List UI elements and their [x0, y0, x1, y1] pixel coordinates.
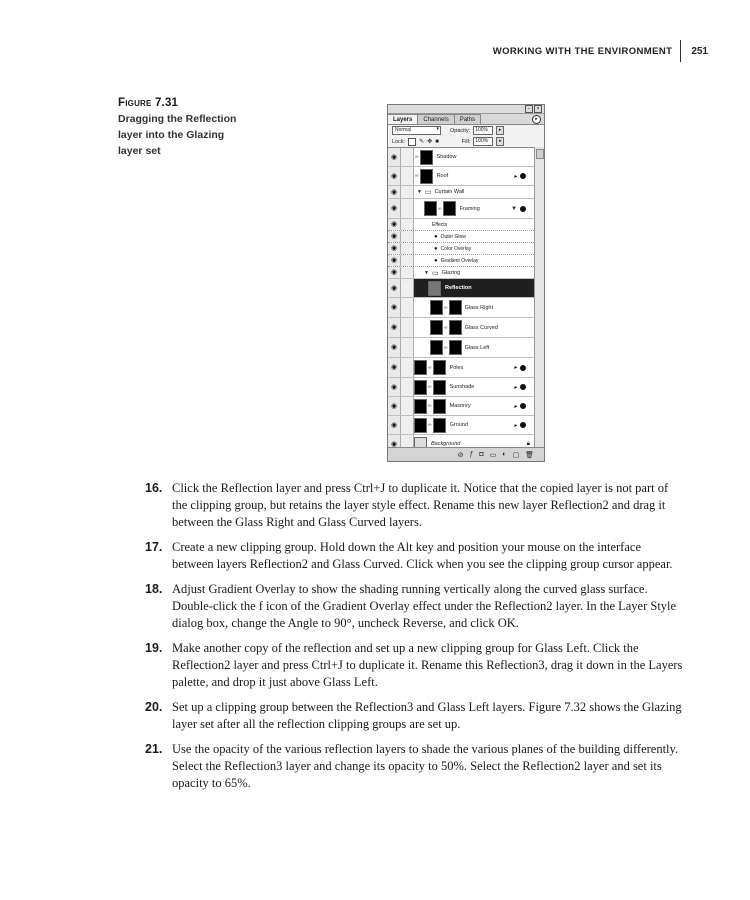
fill-arrow-icon[interactable]: ▸ [496, 137, 504, 146]
brush-icon: ✎ [401, 279, 414, 297]
layer-mask-thumbnail [433, 418, 446, 433]
step-text: Use the opacity of the various reflection layers to shade the various planes of the building differently. Select the Reflection3 layer and change its opacity to 50%. Select the Reflection2 layer and set its opacity to 65%. [172, 742, 679, 790]
close-icon[interactable]: × [534, 105, 542, 113]
blend-row [388, 125, 544, 136]
layer-name: Glass Left [464, 344, 490, 351]
chain-icon: ∞ [415, 154, 419, 160]
eye-icon[interactable]: ◉ [390, 440, 398, 448]
eye-icon[interactable]: ◉ [390, 257, 398, 264]
chain-icon: ∞ [428, 403, 432, 409]
layer-row-glass-curved[interactable] [388, 318, 536, 338]
eye-icon[interactable]: ◉ [390, 245, 398, 252]
layer-thumbnail [420, 169, 433, 184]
layer-mask-thumbnail [433, 399, 446, 414]
layer-thumbnail [420, 150, 433, 165]
lock-icon: 🔒︎ [526, 440, 530, 447]
layer-name: Poles [449, 364, 464, 371]
fx-expand-icon[interactable]: ▸ [513, 422, 517, 429]
new-layer-icon[interactable]: ▢ [512, 451, 520, 459]
layer-set-glazing[interactable] [388, 267, 536, 279]
layer-thumbnail [414, 360, 427, 375]
layer-name: Glazing [441, 269, 461, 276]
eye-icon[interactable]: ◉ [390, 344, 398, 351]
fx-expand-icon[interactable]: ▸ [513, 173, 517, 180]
eye-icon[interactable]: ◉ [390, 172, 398, 180]
layer-name: Reflection [445, 285, 472, 291]
layer-name: Masonry [449, 403, 471, 409]
palette-scrollbar[interactable] [534, 147, 544, 447]
tab-layers[interactable]: Layers [387, 114, 418, 124]
fx-expand-icon[interactable]: ▼ [511, 205, 517, 212]
layer-row-glass-left[interactable] [388, 338, 536, 358]
layer-row-framing[interactable] [388, 199, 536, 219]
step-item [145, 741, 685, 792]
effect-icon: ● [434, 245, 438, 252]
chain-icon: ∞ [444, 304, 448, 311]
layer-name: Roof [436, 173, 449, 179]
layer-thumbnail [428, 281, 441, 296]
eye-icon[interactable]: ◉ [390, 364, 398, 371]
step-item [145, 581, 685, 632]
layer-style-icon[interactable] [520, 403, 526, 409]
layer-set-curtain-wall[interactable] [388, 186, 536, 199]
running-head [493, 40, 708, 62]
eye-icon[interactable]: ◉ [390, 421, 398, 429]
drag-cursor-icon: ✋︎ [481, 252, 487, 263]
fx-expand-icon[interactable]: ▸ [513, 403, 517, 410]
eye-icon[interactable]: ◉ [390, 233, 398, 240]
chain-icon: ∞ [444, 344, 448, 351]
fill-label: Fill: [461, 138, 471, 145]
running-head-divider [680, 40, 681, 62]
effect-name: Gradient Overlay [440, 257, 479, 264]
figure-label: Figure 7.31 [118, 97, 179, 109]
fx-expand-icon[interactable]: ▸ [513, 384, 517, 391]
layer-row-shadow[interactable] [388, 148, 536, 167]
opacity-arrow-icon[interactable]: ▸ [496, 126, 504, 135]
effect-row-outer-glow[interactable] [388, 231, 536, 243]
lock-transparency-icon[interactable] [408, 138, 416, 146]
palette-title-bar [388, 105, 544, 114]
chain-icon: ∞ [428, 422, 432, 428]
layer-style-icon[interactable] [520, 422, 526, 428]
fill-input[interactable]: 100% [473, 137, 493, 146]
folder-icon: ▭ [431, 269, 439, 277]
layer-row-sunshade[interactable] [388, 378, 536, 397]
step-number: 20. [145, 700, 163, 714]
fx-expand-icon[interactable]: ▸ [513, 365, 517, 371]
eye-icon[interactable]: ◉ [390, 284, 398, 292]
layer-thumbnail [430, 340, 443, 355]
lock-move-icon[interactable]: ✥ [427, 139, 433, 145]
effect-row-color-overlay[interactable] [388, 243, 536, 255]
step-text: Set up a clipping group between the Reflection3 and Glass Left layers. Figure 7.32 shows the Glazing layer set after all the reflection clipping groups are set up. [172, 700, 682, 731]
chain-icon: ∞ [428, 364, 432, 371]
effect-icon: ● [434, 233, 438, 240]
opacity-label: Opacity: [450, 127, 471, 134]
layer-name: Framing [459, 205, 480, 212]
layers-palette [387, 104, 545, 462]
layer-thumbnail [414, 380, 427, 395]
effect-name: Color Overlay [440, 245, 472, 252]
step-item [145, 539, 685, 573]
eye-icon[interactable]: ◉ [390, 205, 398, 212]
blend-mode-select[interactable]: Normal ▾ [392, 126, 441, 135]
layer-style-icon[interactable] [520, 206, 526, 212]
eye-icon[interactable]: ◉ [390, 402, 398, 410]
running-head-title: WORKING WITH THE ENVIRONMENT [492, 45, 673, 57]
layer-name: Ground [449, 422, 468, 428]
chain-icon: ∞ [415, 173, 419, 179]
lock-all-icon[interactable]: ■ [435, 138, 439, 145]
trash-icon[interactable]: 🗑︎ [525, 451, 534, 459]
effect-row-gradient-overlay[interactable] [388, 255, 536, 267]
lock-brush-icon[interactable]: ✎ [419, 139, 425, 145]
lock-row [388, 136, 544, 147]
step-item [145, 480, 685, 531]
layer-thumbnail [430, 320, 443, 335]
layer-mask-thumbnail [449, 340, 462, 355]
tab-channels[interactable]: Channels [417, 114, 454, 124]
eye-icon[interactable]: ◉ [390, 221, 398, 228]
chain-icon: ∞ [438, 205, 442, 212]
step-number: 17. [145, 540, 163, 554]
new-set-icon[interactable]: ▭ [489, 451, 497, 459]
page-number: 251 [691, 45, 708, 57]
expand-triangle-icon[interactable]: ▼ [417, 189, 422, 195]
effect-icon: ● [434, 257, 438, 264]
add-mask-icon[interactable]: ◘ [479, 451, 484, 458]
adjustment-layer-icon[interactable]: ◐ [502, 451, 507, 458]
tab-paths[interactable]: Paths [454, 114, 481, 124]
folder-icon: ▭ [424, 189, 432, 196]
layer-name: Glass Curved [464, 324, 498, 331]
layer-mask-thumbnail [433, 360, 446, 375]
expand-triangle-icon[interactable]: ▼ [424, 269, 429, 276]
layer-mask-thumbnail [433, 380, 446, 395]
layer-name: Shadow [436, 154, 457, 160]
layer-row-masonry[interactable] [388, 397, 536, 416]
layer-name: Background [431, 441, 461, 447]
link-layers-icon[interactable]: ⊘ [457, 451, 464, 459]
layer-list [388, 147, 536, 448]
layer-row-roof[interactable] [388, 167, 536, 186]
steps-list [145, 480, 685, 800]
figure-caption [118, 97, 243, 159]
step-text: Make another copy of the reflection and set up a new clipping group for Glass Left. Click the Reflection2 layer and press Ctrl+J to duplicate it. Rename this Reflection3, drag it down in the Layers palette, and drop it just above Glass Left. [172, 641, 683, 689]
layer-thumbnail [414, 418, 427, 433]
eye-icon[interactable]: ◉ [390, 188, 398, 196]
add-style-icon[interactable]: ƒ [469, 451, 474, 458]
step-text: Click the Reflection layer and press Ctrl+J to duplicate it. Notice that the copied layer is not part of the clipping group, but retains the layer style effect. Rename this new layer Reflection2 and drag it between the Glass Right and Glass Curved layers. [172, 481, 669, 529]
step-number: 21. [145, 742, 163, 756]
eye-icon[interactable]: ◉ [390, 304, 398, 311]
layer-name: Sunshade [449, 384, 475, 390]
chain-icon: ∞ [428, 384, 432, 390]
layer-thumbnail [430, 300, 443, 315]
minimize-icon[interactable]: – [525, 105, 533, 113]
layer-row-poles[interactable] [388, 358, 536, 378]
effects-label: Effects [432, 221, 448, 228]
layer-thumbnail [424, 201, 437, 216]
layer-name: Curtain Wall [434, 189, 465, 195]
step-number: 16. [145, 481, 163, 495]
step-number: 18. [145, 582, 163, 596]
eye-icon[interactable]: ◉ [390, 153, 398, 161]
step-number: 19. [145, 641, 163, 655]
step-text: Adjust Gradient Overlay to show the shading running vertically along the curved glass surface. Double-click the f icon of the Gradient Overlay effect under the Reflection2 layer. In the Layer Style dialog box, change the Angle to 90°, uncheck Reverse, and click OK. [172, 582, 677, 630]
eye-icon[interactable]: ◉ [390, 324, 398, 331]
layer-name: Glass Right [464, 304, 494, 311]
layer-mask-thumbnail [449, 300, 462, 315]
layer-thumbnail [414, 399, 427, 414]
layer-row-glass-right[interactable] [388, 298, 536, 318]
step-text: Create a new clipping group. Hold down the Alt key and position your mouse on the interface between layers Reflection2 and Glass Curved. Click when you see the clipping group cursor appear. [172, 540, 673, 571]
eye-icon[interactable]: ◉ [390, 383, 398, 391]
layer-row-ground[interactable] [388, 416, 536, 435]
opacity-input[interactable]: 100% [473, 126, 493, 135]
effects-header-row [388, 219, 536, 231]
step-item [145, 699, 685, 733]
effect-name: Outer Glow [440, 233, 466, 240]
layer-mask-thumbnail [443, 201, 456, 216]
palette-tabs [388, 114, 544, 125]
palette-menu-icon[interactable]: ▸ [532, 115, 541, 124]
palette-bottom-bar [388, 447, 544, 461]
eye-icon[interactable]: ◉ [390, 269, 398, 276]
chain-icon: ∞ [444, 324, 448, 331]
layer-style-icon[interactable] [520, 384, 526, 390]
figure-caption-text: Dragging the Reflection layer into the Glazing layer set [118, 113, 237, 157]
lock-label: Lock: [392, 138, 406, 145]
layer-mask-thumbnail [449, 320, 462, 335]
layer-style-icon[interactable] [520, 365, 526, 371]
scroll-thumb[interactable] [536, 149, 544, 159]
layer-row-reflection[interactable] [388, 279, 536, 298]
layer-style-icon[interactable] [520, 173, 526, 179]
step-item [145, 640, 685, 691]
